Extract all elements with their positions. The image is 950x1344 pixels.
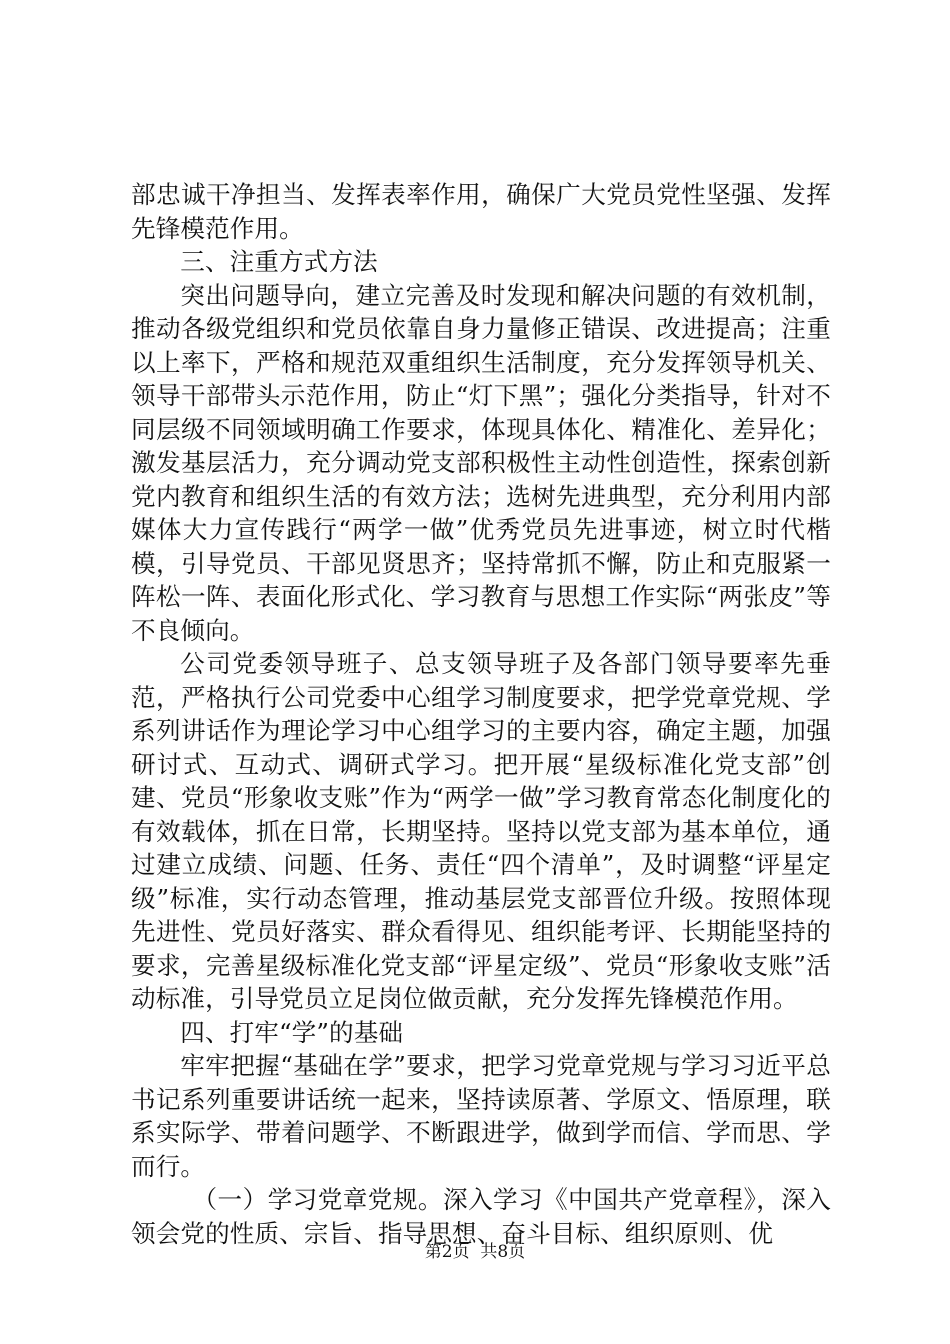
section-heading-4: 四、打牢“学”的基础	[180, 1017, 404, 1047]
body-paragraph-continuation: 部忠诚干净担当、发挥表率作用，确保广大党员党性坚强、发挥先锋模范作用。	[131, 180, 831, 243]
section-heading-3: 三、注重方式方法	[180, 247, 378, 276]
body-paragraph: 公司党委领导班子、总支领导班子及各部门领导要率先垂范，严格执行公司党委中心组学习制度要求，把学党章党规、学系列讲话作为理论学习中心组学习的主要内容，确定主题，加强研讨式、互动式、调研式学习。把开展“星级标准化党支部”创建、党员“形象收支账”作为“两学一做”学习教育常态化制度化的有效载体，抓在日常，长期坚持。坚持以党支部为基本单位，通过建立成绩、问题、任务、责任“四个清单”，及时调整“评星定级”标准，实行动态管理，推动基层党支部晋位升级。按照体现先进性、党员好落实、群众看得见、组织能考评、长期能坚持的要求，完善星级标准化党支部“评星定级”、党员“形象收支账”活动标准，引导党员立足岗位做贡献，充分发挥先锋模范作用。	[131, 649, 831, 1013]
page-number-footer: 第2页 共8页	[424, 1242, 526, 1262]
document-body	[131, 178, 831, 1250]
body-paragraph: 突出问题导向，建立完善及时发现和解决问题的有效机制，推动各级党组织和党员依靠自身力量修正错误、改进提高；注重以上率下，严格和规范双重组织生活制度，充分发挥领导机关、领导干部带头示范作用，防止“灯下黑”；强化分类指导，针对不同层级不同领域明确工作要求，体现具体化、精准化、差异化；激发基层活力，充分调动党支部积极性主动性创造性，探索创新党内教育和组织生活的有效方法；选树先进典型，充分利用内部媒体大力宣传践行“两学一做”优秀党员先进事迹，树立时代楷模，引导党员、干部见贤思齐；坚持常抓不懈，防止和克服紧一阵松一阵、表面化形式化、学习教育与思想工作实际“两张皮”等不良倾向。	[131, 280, 831, 645]
subsection-paragraph: （一）学习党章党规。深入学习《中国共产党章程》，深入领会党的性质、宗旨、指导思想、奋斗目标、组织原则、优	[131, 1185, 831, 1248]
body-paragraph: 牢牢把握“基础在学”要求，把学习党章党规与学习习近平总书记系列重要讲话统一起来，坚持读原著、学原文、悟原理，联系实际学、带着问题学、不断跟进学，做到学而信、学而思、学而行。	[131, 1051, 831, 1181]
